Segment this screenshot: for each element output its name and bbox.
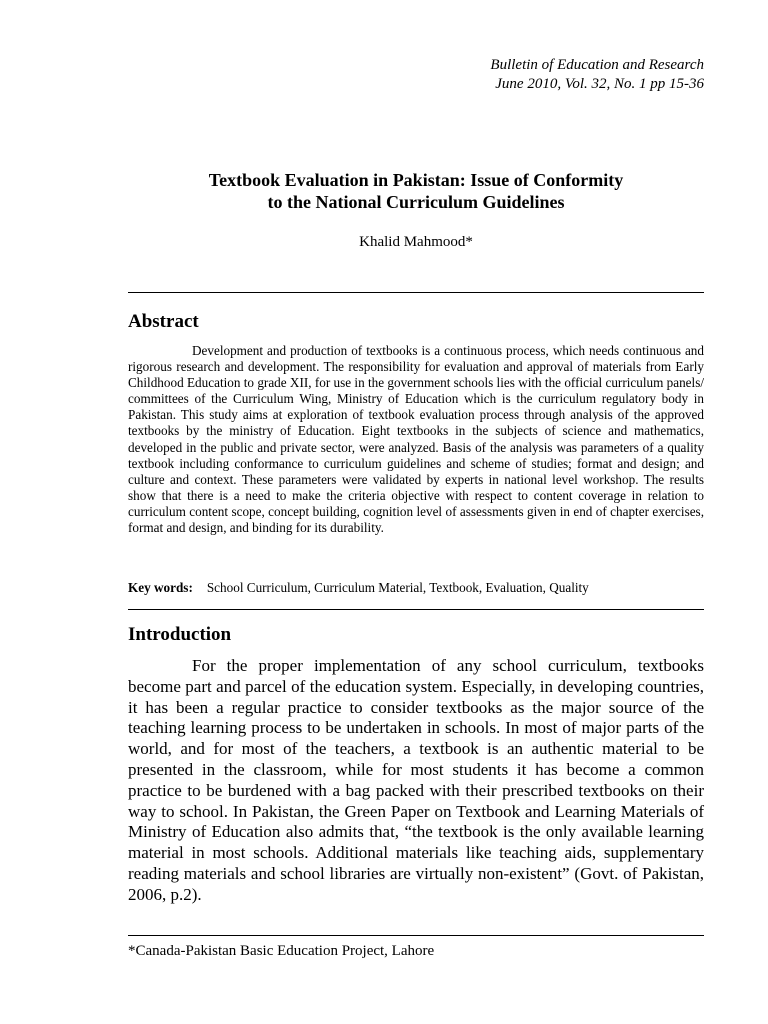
author-name: Khalid Mahmood* (359, 234, 473, 250)
paper-page (128, 0, 704, 1024)
keywords-list: School Curriculum, Curriculum Material, Textbook, Evaluation, Quality (206, 580, 589, 595)
footnote: *Canada-Pakistan Basic Education Project, Lahore (128, 943, 435, 959)
abstract-heading: Abstract (128, 311, 199, 332)
divider-below-abstract (128, 609, 704, 610)
introduction-body: For the proper implementation of any school curriculum, textbooks become part and parcel of the education system. Especially, in developing countries, it has been a regular practice to consider textbooks as the major source of the teaching learning process to be undertaken in schools. In most of major parts of the world, and for most of the teachers, a textbook is an authentic material to be presented in the classroom, while for most students it has become a common practice to be burdened with a bag packed with their prescribed textbooks on their way to school. In Pakistan, the Green Paper on Textbook and Learning Materials of Ministry of Education also admits that, “the textbook is the only available learning material in most schools. Additional materials like teaching aids, supplementary reading materials and school libraries are virtually non-existent” (Govt. of Pakistan, 2006, p.2). (128, 656, 704, 904)
journal-header (490, 56, 704, 94)
paper-title (128, 169, 704, 213)
paper-title-line-2: to the National Curriculum Guidelines (267, 192, 565, 212)
introduction-heading: Introduction (128, 624, 232, 645)
journal-issue: June 2010, Vol. 32, No. 1 pp 15-36 (495, 76, 704, 92)
divider-above-abstract (128, 292, 704, 293)
footnote-divider (128, 935, 704, 936)
keywords (128, 580, 704, 596)
paper-title-line-1: Textbook Evaluation in Pakistan: Issue of Conformity (208, 170, 624, 190)
keywords-label: Key words: (128, 580, 193, 595)
abstract-body: Development and production of textbooks is a continuous process, which needs continuous and rigorous research and development. The responsibility for evaluation and approval of materials from Early Childhood Education to grade XII, for use in the government schools lies with the official curriculum panels/ committees of the Curriculum Wing, Ministry of Education which is the curriculum regulatory body in Pakistan. This study aims at exploration of textbook evaluation process through analysis of the approved textbooks by the ministry of Education. Eight textbooks in the subjects of science and mathematics, developed in the public and private sector, were analyzed. Basis of the analysis was parameters of a quality textbook including conformance to curriculum guidelines and scheme of studies; format and design; and culture and context. These parameters were validated by experts in national level workshop. The results show that there is a need to make the criteria objective with respect to content coverage in relation to curriculum content scope, concept building, cognition level of assessments given in end of chapter exercises, format and design, and binding for its durability. (128, 343, 704, 536)
journal-name: Bulletin of Education and Research (490, 57, 704, 73)
